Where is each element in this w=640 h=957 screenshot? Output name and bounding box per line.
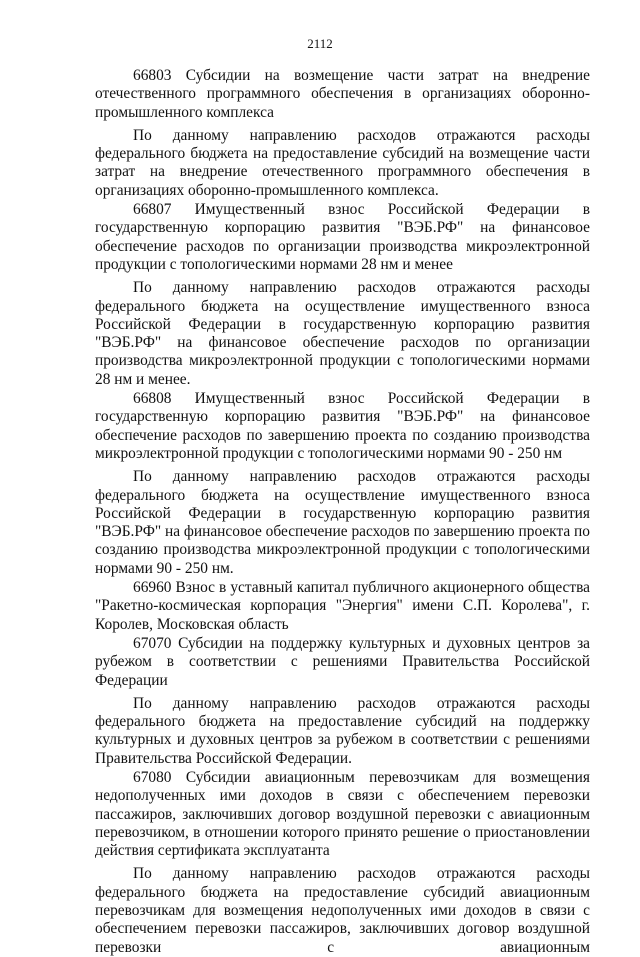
entry-66960: 66960 Взнос в уставный капитал публичного акционерного общества "Ракетно-космическая корпорация "Энергия" имени С.П. Королева", г. Королев, Московская область — [95, 579, 590, 633]
page-number: 2112 — [307, 36, 333, 51]
entry-66808: 66808 Имущественный взнос Российской Федерации в государственную корпорацию развития "ВЭБ.РФ" на финансовое обеспечение расходов по завершению проекта по созданию производства микроэлектронной продукции с топологическими нормами 90 - 250 нм — [95, 390, 590, 462]
entry-67080: 67080 Субсидии авиационным перевозчикам для возмещения недополученных ими доходов в связи с обеспечением перевозки пассажиров, заключивших договор воздушной перевозки с авиационным перевозчиком, в отношении которого принято решение о приостановлении действия сертификата эксплуатанта — [95, 768, 590, 860]
entry-66803: 66803 Субсидии на возмещение части затрат на внедрение отечественного программного обеспечения в организациях оборонно-промышленного комплекса — [95, 67, 590, 121]
entry-67070-description: По данному направлению расходов отражаются расходы федерального бюджета на предоставление субсидий на поддержку культурных и духовных центров за рубежом в соответствии с решениями Правительства Российской Федерации. — [95, 694, 590, 767]
document-body — [95, 66, 590, 957]
entry-66807: 66807 Имущественный взнос Российской Федерации в государственную корпорацию развития "ВЭБ.РФ" на финансовое обеспечение расходов по организации производства микроэлектронной продукции с топологическими нормами 28 нм и менее — [95, 201, 590, 273]
entry-67080-description: По данному направлению расходов отражаются расходы федерального бюджета на предоставление субсидий авиационным перевозчикам для возмещения недополученных ими доходов в связи с обеспечением перевозки пассажиров, заключивших договор воздушной перевозки с авиационным — [95, 865, 590, 956]
entry-66807-description: По данному направлению расходов отражаются расходы федерального бюджета на осуществление имущественного взноса Российской Федерации в государственную корпорацию развития "ВЭБ.РФ" на финансовое обеспечение расходов по организации производства микроэлектронной продукции с топологическими нормами 28 нм и менее. — [95, 279, 590, 388]
entry-66808-description: По данному направлению расходов отражаются расходы федерального бюджета на осуществление имущественного взноса Российской Федерации в государственную корпорацию развития "ВЭБ.РФ" на финансовое обеспечение расходов по завершению проекта по созданию производства микроэлектронной продукции с топологическими нормами 90 - 250 нм. — [95, 468, 590, 577]
entry-67070: 67070 Субсидии на поддержку культурных и духовных центров за рубежом в соответствии с решениями Правительства Российской Федерации — [95, 634, 590, 689]
entry-66803-description: По данному направлению расходов отражаются расходы федерального бюджета на предоставление субсидий на возмещение части затрат на внедрение отечественного программного обеспечения в организациях оборонно-промышленного комплекса. — [95, 126, 590, 199]
